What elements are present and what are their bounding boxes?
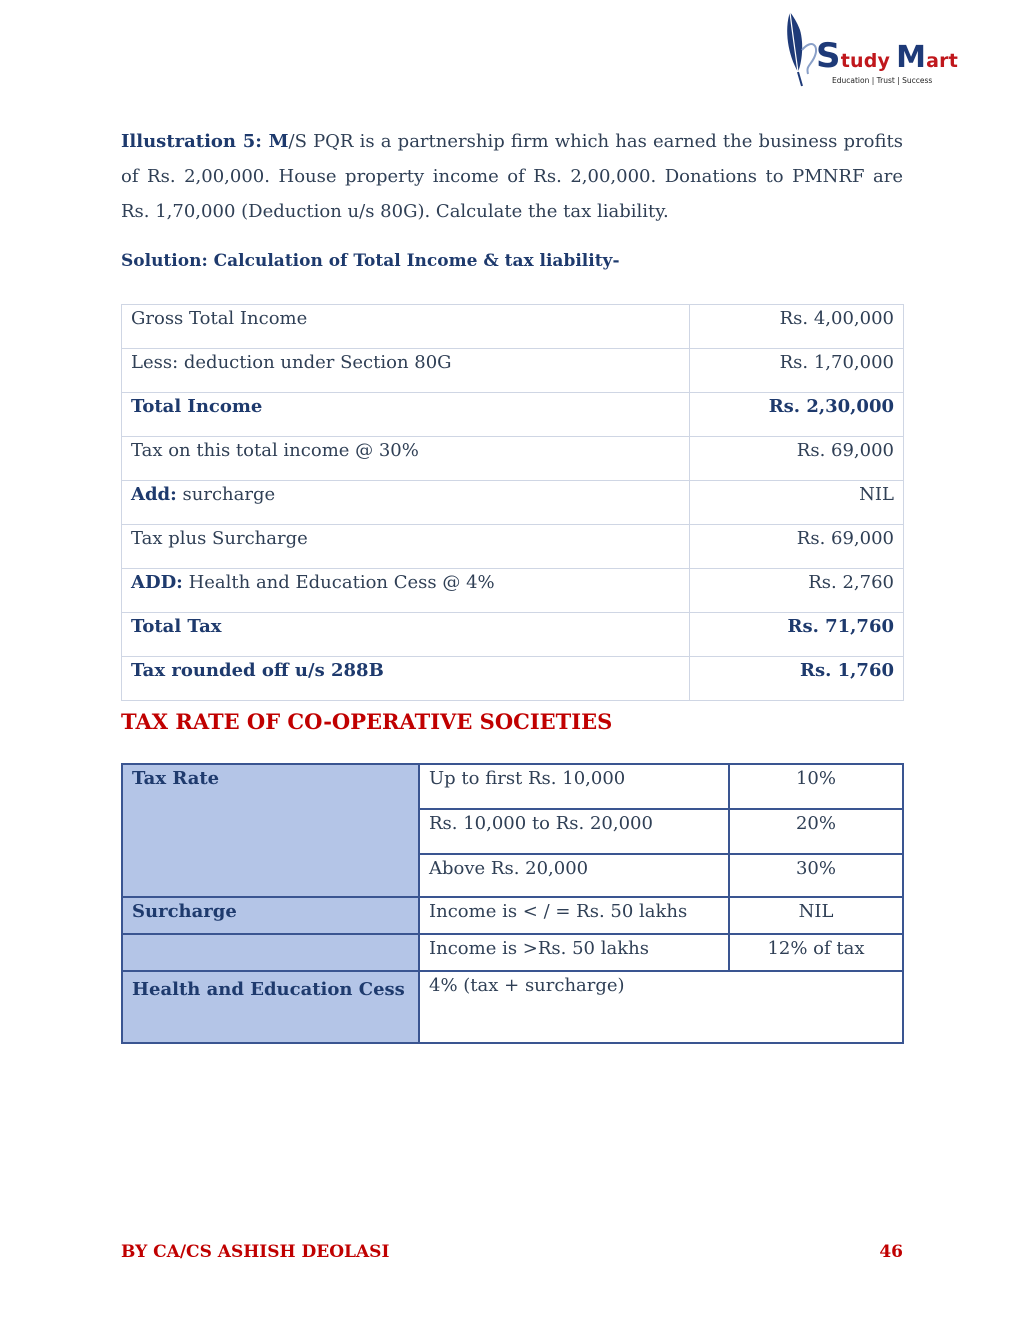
calc-row [122,657,904,701]
rates-row [122,764,903,809]
rates-row [122,897,903,934]
footer-author: BY CA/CS ASHISH DEOLASI [121,1242,390,1262]
calc-amount: Rs. 71,760 [690,613,904,657]
calc-row [122,525,904,569]
calc-label-text: Health and Education Cess @ 4% [182,572,495,593]
calc-label [122,481,690,525]
slab-range: Rs. 10,000 to Rs. 20,000 [419,809,729,854]
calc-label-bold: ADD: [131,572,183,593]
calc-label [122,613,690,657]
slab-rate: 10% [729,764,903,809]
cess-label: Health and Education Cess [122,971,419,1043]
rates-row [122,934,903,971]
surcharge-rate: NIL [729,897,903,934]
calc-label [122,349,690,393]
calc-amount: Rs. 69,000 [690,437,904,481]
calc-label-text: surcharge [176,484,276,505]
calc-row [122,305,904,349]
calc-row [122,481,904,525]
surcharge-condition: Income is >Rs. 50 lakhs [419,934,729,971]
illustration-paragraph [121,124,903,229]
slab-rate: 20% [729,809,903,854]
calc-label [122,657,690,701]
calc-amount: Rs. 4,00,000 [690,305,904,349]
surcharge-rate: 12% of tax [729,934,903,971]
cooperative-tax-rates-table [121,763,904,1044]
calc-label-text: Tax on this total income @ 30% [131,440,419,461]
calc-amount: Rs. 2,760 [690,569,904,613]
surcharge-condition: Income is < / = Rs. 50 lakhs [419,897,729,934]
calc-row [122,569,904,613]
calc-label-bold: Total Tax [131,616,222,637]
surcharge-label: Surcharge [122,897,419,934]
logo-tagline: Education | Trust | Success [832,76,933,85]
calc-label [122,437,690,481]
illustration-text: /S PQR is a partnership firm which has earned the business profits of Rs. 2,00,000. House property income of Rs. 2,00,000. Donations to PMNRF are Rs. 1,70,000 (Deduction u/s 80G). Calculate the tax liability. [121,131,903,222]
calc-label-text: Less: deduction under Section 80G [131,352,452,373]
slab-range: Above Rs. 20,000 [419,854,729,897]
tax-calculation-table [121,304,904,701]
calc-row [122,613,904,657]
section-title: TAX RATE OF CO-OPERATIVE SOCIETIES [121,709,613,734]
calc-amount: Rs. 1,760 [690,657,904,701]
rates-row [122,971,903,1043]
calc-label-text: Tax plus Surcharge [131,528,308,549]
tax-rate-label: Tax Rate [122,764,419,897]
surcharge-label-blank [122,934,419,971]
cess-value: 4% (tax + surcharge) [419,971,903,1043]
calc-label [122,569,690,613]
calc-label [122,393,690,437]
calc-row [122,437,904,481]
calc-row [122,393,904,437]
calc-label-bold: Add: [131,484,177,505]
logo-brand: Study Mart [816,36,959,76]
calc-label [122,525,690,569]
slab-rate: 30% [729,854,903,897]
calc-amount: Rs. 2,30,000 [690,393,904,437]
illustration-label: Illustration 5: M [121,131,289,152]
calc-amount: Rs. 69,000 [690,525,904,569]
study-mart-logo [782,10,962,90]
calc-amount: NIL [690,481,904,525]
calc-label-bold: Total Income [131,396,263,417]
calc-label-bold: Tax rounded off u/s 288B [131,660,384,681]
calc-label [122,305,690,349]
calc-amount: Rs. 1,70,000 [690,349,904,393]
slab-range: Up to first Rs. 10,000 [419,764,729,809]
solution-heading: Solution: Calculation of Total Income & tax liability- [121,251,620,271]
page-number: 46 [879,1242,903,1262]
calc-label-text: Gross Total Income [131,308,308,329]
calc-row [122,349,904,393]
